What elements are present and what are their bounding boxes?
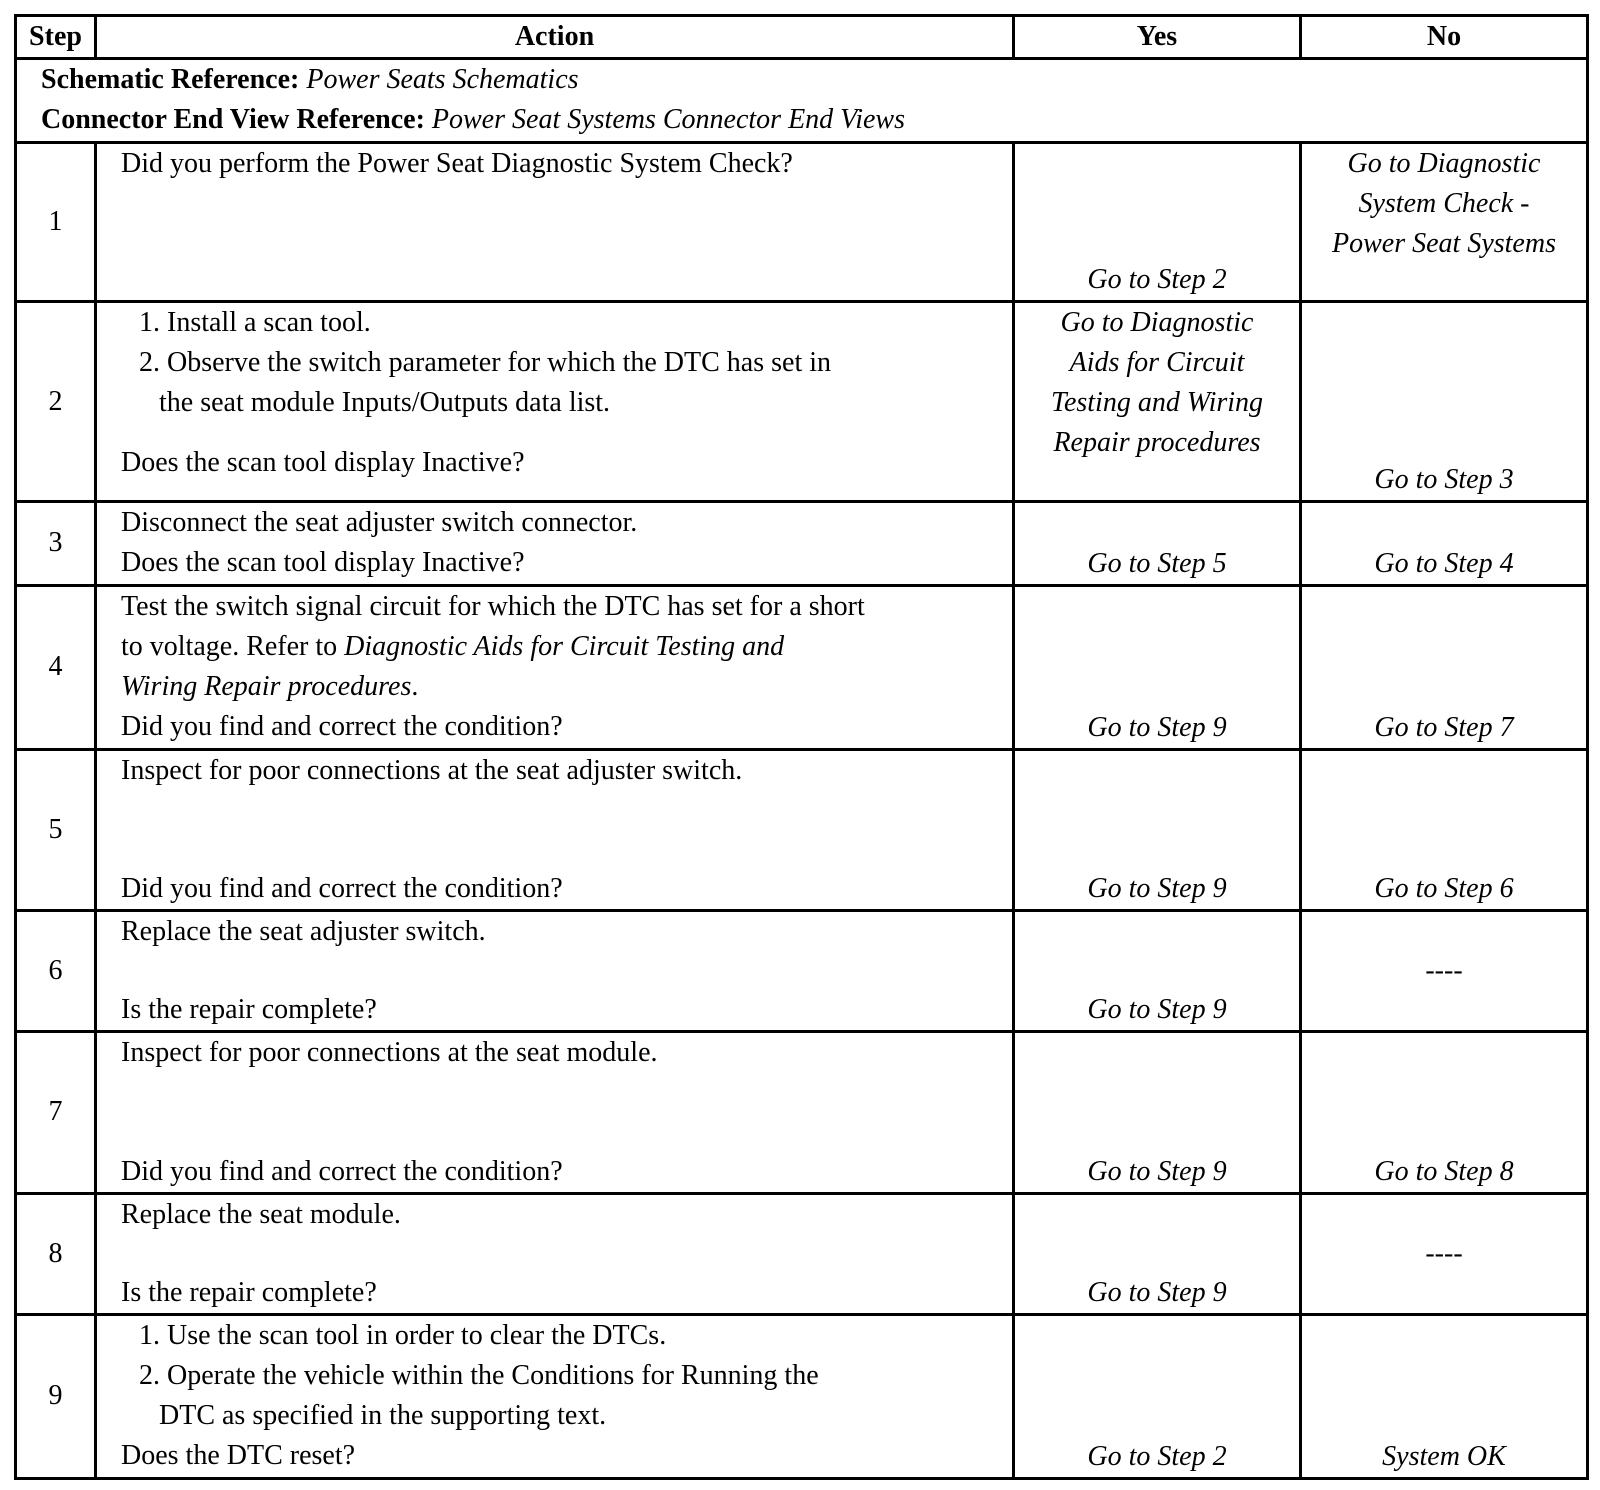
header-yes: Yes	[1014, 16, 1301, 59]
table-row	[16, 501, 1588, 585]
yes-cell	[1014, 143, 1301, 302]
yes-text: Go to Step 9	[1087, 1276, 1227, 1308]
no-cell	[1301, 585, 1588, 749]
yes-cell	[1014, 1314, 1301, 1478]
no-text: ----	[1425, 1237, 1463, 1269]
table-row	[16, 302, 1588, 502]
yes-cell	[1014, 585, 1301, 749]
action-list-item: 2. Observe the switch parameter for which the DTC has set in	[139, 347, 832, 379]
action-cell	[96, 143, 1014, 302]
schematic-value: Power Seats Schematics	[306, 64, 579, 96]
no-text: ----	[1425, 955, 1463, 987]
action-cell	[96, 1193, 1014, 1314]
no-text: Go to Step 7	[1374, 711, 1514, 743]
action-question: Did you find and correct the condition?	[121, 873, 563, 905]
no-cell	[1301, 302, 1588, 502]
schematic-reference	[17, 60, 1586, 100]
action-list-item: 1. Use the scan tool in order to clear the DTCs.	[139, 1319, 667, 1351]
step-number: 8	[16, 1193, 96, 1314]
no-text: Go to Step 3	[1374, 463, 1514, 495]
table-row	[16, 585, 1588, 749]
table-row	[16, 1032, 1588, 1193]
no-cell	[1301, 1193, 1588, 1314]
action-text: Did you perform the Power Seat Diagnostic System Check?	[121, 148, 793, 180]
yes-text: Go to Step 9	[1087, 873, 1227, 905]
table-row	[16, 1314, 1588, 1478]
action-cell	[96, 1314, 1014, 1478]
no-cell	[1301, 1032, 1588, 1193]
action-text: Replace the seat module.	[121, 1198, 401, 1230]
yes-cell	[1014, 501, 1301, 585]
action-text: to voltage. Refer to Diagnostic Aids for Circuit Testing and	[121, 630, 785, 662]
yes-cell	[1014, 1193, 1301, 1314]
no-cell	[1301, 911, 1588, 1032]
yes-text: Go to Step 9	[1087, 994, 1227, 1026]
yes-text: Go to Diagnostic	[1060, 307, 1254, 339]
yes-text: Repair procedures	[1053, 427, 1261, 459]
no-text: System Check -	[1358, 188, 1530, 220]
action-list-item: the seat module Inputs/Outputs data list.	[159, 387, 611, 419]
action-cell	[96, 302, 1014, 502]
no-cell	[1301, 749, 1588, 910]
step-number: 7	[16, 1032, 96, 1193]
action-question: Does the scan tool display Inactive?	[121, 546, 525, 578]
yes-text: Testing and Wiring	[1050, 387, 1264, 419]
action-cell	[96, 501, 1014, 585]
action-question: Is the repair complete?	[121, 1276, 377, 1308]
step-number: 4	[16, 585, 96, 749]
action-cell	[96, 911, 1014, 1032]
header-row	[16, 16, 1588, 59]
action-cell	[96, 585, 1014, 749]
action-question: Did you find and correct the condition?	[121, 710, 563, 742]
yes-text: Go to Step 9	[1087, 711, 1227, 743]
step-number: 3	[16, 501, 96, 585]
no-cell	[1301, 143, 1588, 302]
step-number: 9	[16, 1314, 96, 1478]
connector-reference	[17, 100, 1586, 140]
no-cell	[1301, 1314, 1588, 1478]
header-no: No	[1301, 16, 1588, 59]
schematic-label: Schematic Reference:	[41, 64, 300, 96]
yes-text: Go to Step 9	[1087, 1155, 1227, 1187]
step-number: 5	[16, 749, 96, 910]
action-text: Wiring Repair procedures.	[121, 670, 419, 702]
connector-label: Connector End View Reference:	[41, 104, 425, 136]
diagnostic-table	[14, 14, 1589, 1480]
no-text: System OK	[1382, 1441, 1506, 1472]
action-text: Inspect for poor connections at the seat adjuster switch.	[121, 754, 743, 786]
action-text: Disconnect the seat adjuster switch connector.	[121, 506, 638, 538]
no-text: Power Seat Systems	[1332, 228, 1556, 260]
no-text: Go to Diagnostic	[1347, 148, 1541, 180]
action-text: Inspect for poor connections at the seat module.	[121, 1037, 658, 1069]
connector-value: Power Seat Systems Connector End Views	[431, 104, 905, 136]
action-reference: Diagnostic Aids for Circuit Testing and	[344, 630, 785, 662]
step-number: 1	[16, 143, 96, 302]
table-row	[16, 911, 1588, 1032]
action-list-item: 2. Operate the vehicle within the Conditions for Running the	[139, 1359, 819, 1391]
no-text: Go to Step 4	[1374, 547, 1514, 579]
action-question: Did you find and correct the condition?	[121, 1155, 563, 1187]
step-number: 6	[16, 911, 96, 1032]
action-question: Does the scan tool display Inactive?	[121, 447, 525, 479]
no-text: Go to Step 8	[1374, 1155, 1514, 1187]
yes-text: Aids for Circuit	[1069, 347, 1245, 379]
action-cell	[96, 749, 1014, 910]
step-number: 2	[16, 302, 96, 502]
table-row	[16, 749, 1588, 910]
yes-cell	[1014, 911, 1301, 1032]
reference-row	[16, 59, 1588, 143]
yes-text: Go to Step 5	[1087, 547, 1227, 579]
reference-cell	[16, 59, 1588, 143]
action-list-item: DTC as specified in the supporting text.	[159, 1399, 607, 1431]
yes-cell	[1014, 1032, 1301, 1193]
yes-cell	[1014, 302, 1301, 502]
no-text: Go to Step 6	[1374, 873, 1514, 905]
table-row	[16, 143, 1588, 302]
header-step: Step	[16, 16, 96, 59]
yes-text: Go to Step 2	[1087, 1441, 1227, 1472]
no-cell	[1301, 501, 1588, 585]
action-cell	[96, 1032, 1014, 1193]
yes-cell	[1014, 749, 1301, 910]
yes-text: Go to Step 2	[1087, 264, 1227, 296]
action-list-item: 1. Install a scan tool.	[139, 307, 371, 339]
action-text: Test the switch signal circuit for which the DTC has set for a short	[121, 590, 865, 622]
table-row	[16, 1193, 1588, 1314]
header-action: Action	[96, 16, 1014, 59]
action-question: Is the repair complete?	[121, 994, 377, 1026]
action-reference: Wiring Repair procedures	[121, 670, 412, 702]
action-question: Does the DTC reset?	[121, 1439, 356, 1471]
action-text: Replace the seat adjuster switch.	[121, 916, 486, 948]
